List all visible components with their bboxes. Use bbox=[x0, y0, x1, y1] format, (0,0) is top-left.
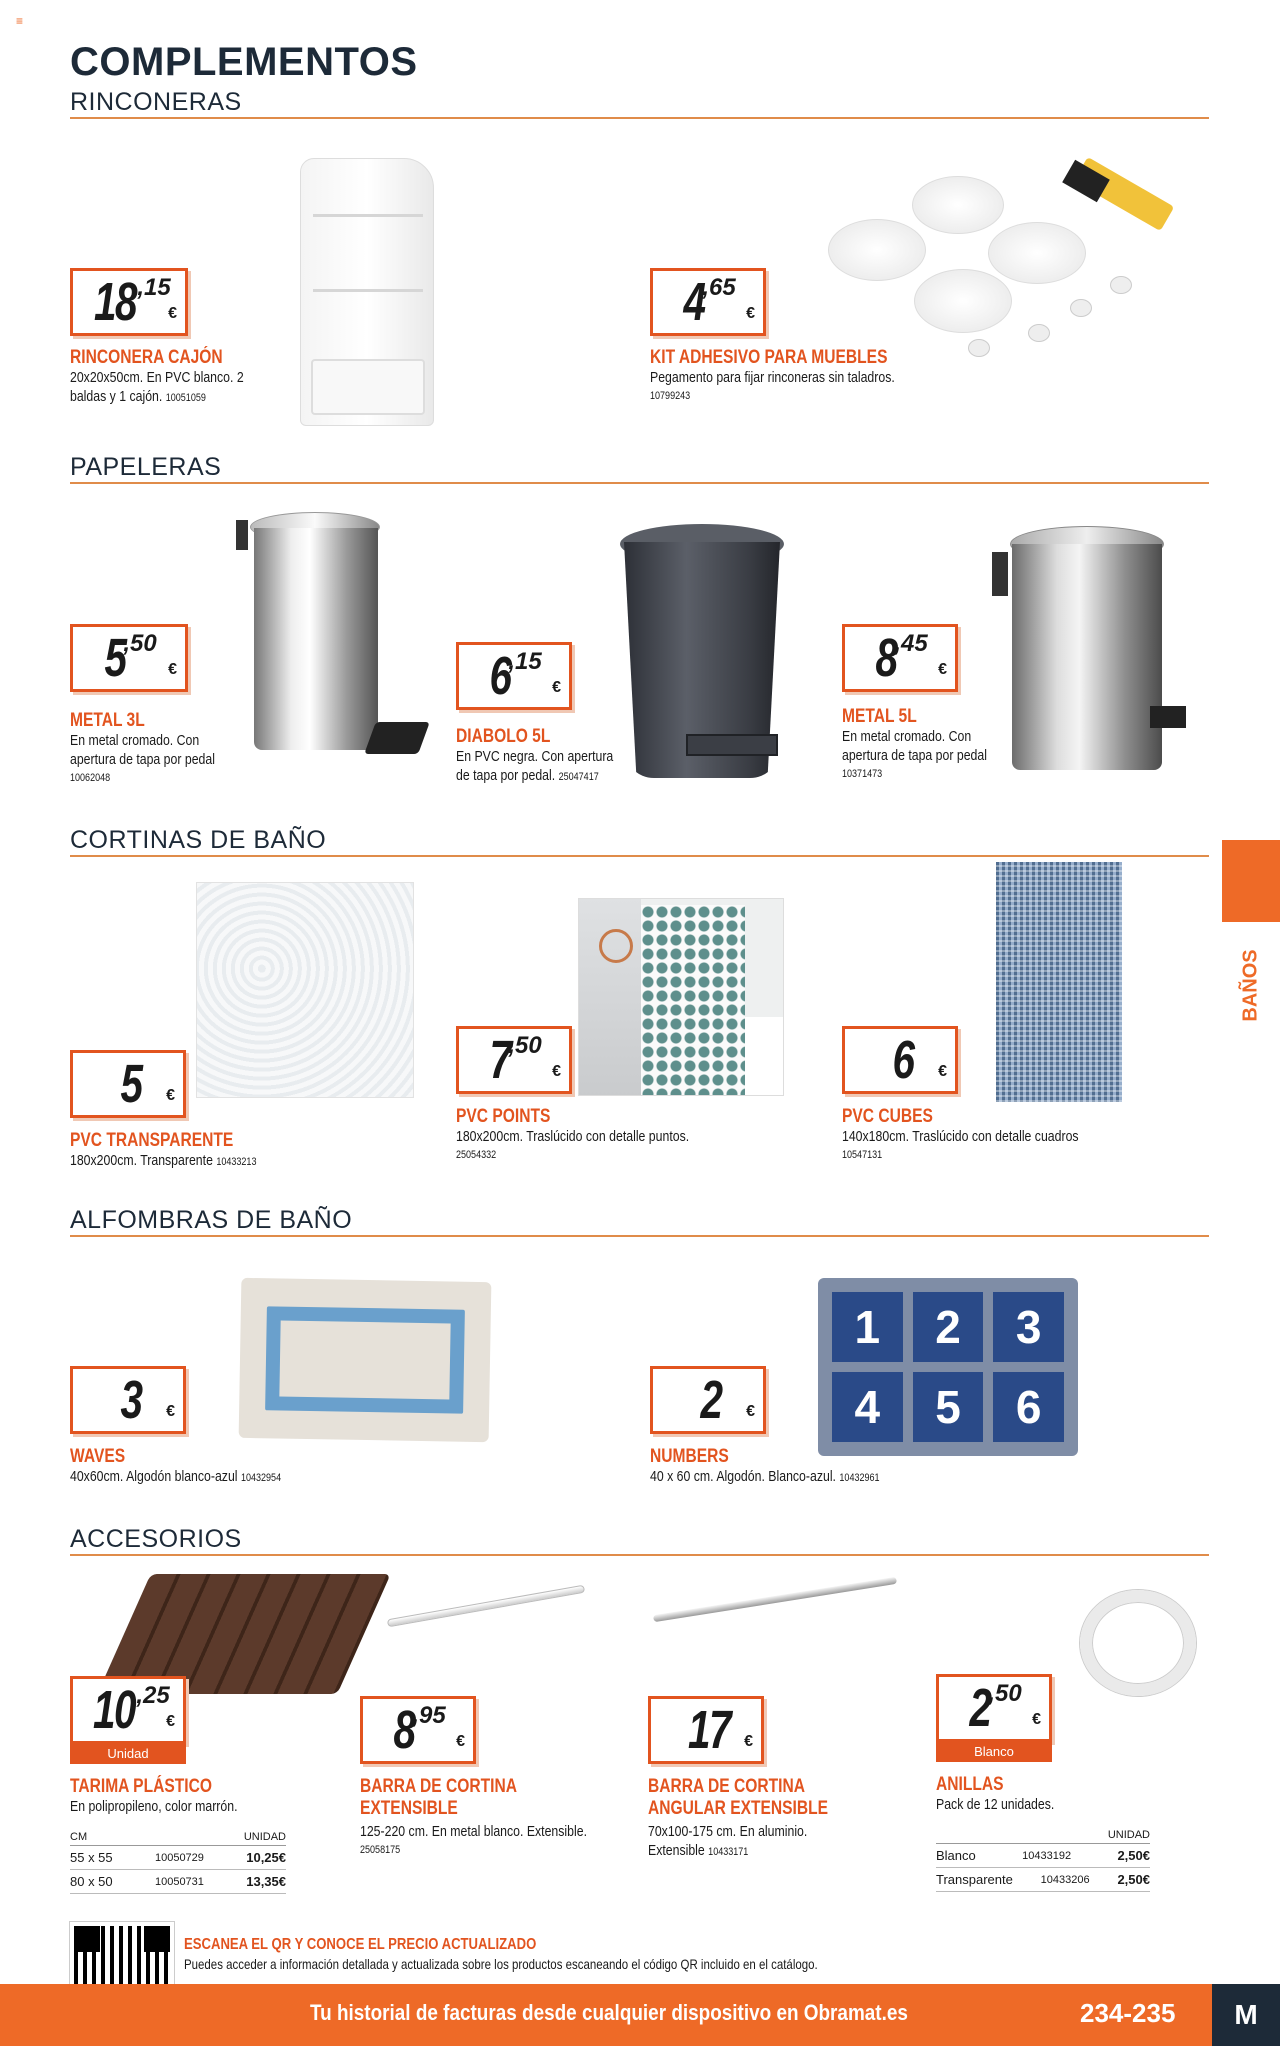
product-desc: 40 x 60 cm. Algodón. Blanco-azul. 10432961 bbox=[650, 1468, 880, 1485]
cubes-curtain-image bbox=[996, 862, 1122, 1102]
side-tab-label: BAÑOS bbox=[1239, 948, 1262, 1022]
product-name: BARRA DE CORTINA bbox=[360, 1776, 517, 1797]
euro-sign: € bbox=[166, 1087, 175, 1104]
points-curtain-image bbox=[578, 898, 784, 1096]
product-code: 25058175 bbox=[360, 1844, 401, 1856]
obramat-logo: M bbox=[1212, 1984, 1280, 2046]
product-code: 25054332 bbox=[456, 1149, 497, 1161]
price-box bbox=[936, 1674, 1052, 1742]
price-integer: 8 bbox=[875, 628, 897, 688]
price-box bbox=[70, 1366, 186, 1434]
product-name: METAL 3L bbox=[70, 710, 145, 731]
page-title: COMPLEMENTOS bbox=[70, 40, 418, 84]
price-box bbox=[70, 1676, 186, 1744]
product-name: PVC CUBES bbox=[842, 1106, 933, 1127]
product-name: EXTENSIBLE bbox=[360, 1798, 458, 1819]
price-box bbox=[70, 624, 188, 692]
color-price-table: UNIDAD Blanco 10433192 2,50€ Transparente 10433206 2,50€ bbox=[936, 1826, 1150, 1892]
price-decimal: ,65 bbox=[702, 274, 736, 301]
price-decimal: ,15 bbox=[508, 648, 542, 675]
price-tag: Unidad bbox=[70, 1744, 186, 1764]
product-name: NUMBERS bbox=[650, 1446, 729, 1467]
euro-sign: € bbox=[746, 1403, 755, 1420]
product-name: RINCONERA CAJÓN bbox=[70, 347, 223, 368]
rug-number: 5 bbox=[913, 1372, 984, 1442]
product-desc: En polipropileno, color marrón. bbox=[70, 1798, 238, 1815]
price-integer: 5 bbox=[104, 628, 126, 688]
product-desc: En metal cromado. Con apertura de tapa por pedal 10062048 bbox=[70, 731, 267, 788]
price-integer: 2 bbox=[700, 1370, 722, 1430]
euro-sign: € bbox=[166, 1713, 175, 1730]
product-desc: 180x200cm. Traslúcido con detalle puntos. 25054332 bbox=[456, 1127, 735, 1165]
section-rinconeras: RINCONERAS bbox=[70, 88, 242, 116]
price-integer: 10 bbox=[93, 1680, 136, 1740]
size-price-table: CM UNIDAD 55 x 55 10050729 10,25€ 80 x 50 10050731 13,35€ bbox=[70, 1828, 286, 1894]
price-integer: 6 bbox=[489, 646, 511, 706]
product-code: 25047417 bbox=[558, 771, 599, 783]
corner-mark: ≡ bbox=[16, 14, 24, 28]
product-desc: Pack de 12 unidades. bbox=[936, 1796, 1055, 1813]
price-integer: 17 bbox=[687, 1700, 731, 1760]
transparent-curtain-image bbox=[196, 882, 414, 1098]
price-box bbox=[70, 1050, 186, 1118]
price-tag: Blanco bbox=[936, 1742, 1052, 1762]
product-code: 10371473 bbox=[842, 768, 883, 780]
product-desc: 140x180cm. Traslúcido con detalle cuadros 10547131 bbox=[842, 1127, 1121, 1165]
price-decimal: ,25 bbox=[136, 1682, 170, 1709]
price-integer: 18 bbox=[94, 272, 137, 332]
price-integer: 5 bbox=[120, 1054, 142, 1114]
qr-description: Puedes acceder a información detallada y actualizada sobre los productos escaneando el código QR incluido en el catálogo. bbox=[184, 1956, 818, 1972]
euro-sign: € bbox=[1032, 1711, 1041, 1728]
product-code: 10433171 bbox=[708, 1846, 749, 1858]
price-decimal: ,45 bbox=[894, 630, 928, 657]
curtain-ring-image bbox=[1080, 1590, 1196, 1696]
product-code: 10432961 bbox=[839, 1472, 880, 1484]
price-decimal: ,50 bbox=[988, 1680, 1022, 1707]
euro-sign: € bbox=[552, 679, 561, 696]
product-desc: Pegamento para fijar rinconeras sin taladros. 10799243 bbox=[650, 368, 929, 406]
euro-sign: € bbox=[746, 305, 755, 322]
price-box bbox=[842, 1026, 958, 1094]
product-name: BARRA DE CORTINA bbox=[648, 1776, 805, 1797]
rug-number: 1 bbox=[832, 1292, 903, 1362]
curtain-rod-image bbox=[387, 1585, 585, 1628]
section-rule bbox=[70, 1554, 1209, 1556]
price-box bbox=[70, 268, 188, 336]
section-rule bbox=[70, 117, 1209, 119]
section-accesorios: ACCESORIOS bbox=[70, 1525, 242, 1553]
numbers-rug-image bbox=[818, 1278, 1078, 1456]
product-desc: 70x100-175 cm. En aluminio. Extensible 10433171 bbox=[648, 1823, 808, 1859]
price-decimal: ,50 bbox=[123, 630, 157, 657]
product-name: PVC TRANSPARENTE bbox=[70, 1130, 234, 1151]
product-code: 10051059 bbox=[165, 392, 206, 404]
euro-sign: € bbox=[744, 1733, 753, 1750]
table-row: Blanco 10433192 2,50€ bbox=[936, 1844, 1150, 1868]
price-box bbox=[456, 1026, 572, 1094]
corner-shelf-image bbox=[300, 158, 434, 426]
rug-number: 3 bbox=[993, 1292, 1064, 1362]
product-code: 10062048 bbox=[70, 772, 111, 784]
product-code: 10799243 bbox=[650, 390, 691, 402]
section-rule bbox=[70, 855, 1209, 857]
angular-rod-image bbox=[653, 1577, 897, 1622]
product-code: 10433213 bbox=[216, 1156, 257, 1168]
price-box bbox=[650, 268, 766, 336]
product-name: ANGULAR EXTENSIBLE bbox=[648, 1798, 829, 1819]
product-name: KIT ADHESIVO PARA MUEBLES bbox=[650, 347, 888, 368]
section-rule bbox=[70, 482, 1209, 484]
section-rule bbox=[70, 1235, 1209, 1237]
euro-sign: € bbox=[938, 1063, 947, 1080]
product-desc: 20x20x50cm. En PVC blanco. 2 baldas y 1 cajón. 10051059 bbox=[70, 369, 244, 405]
qr-title: ESCANEA EL QR Y CONOCE EL PRECIO ACTUALIZADO bbox=[184, 1936, 537, 1953]
euro-sign: € bbox=[166, 1403, 175, 1420]
product-code: 10432954 bbox=[240, 1472, 282, 1484]
euro-sign: € bbox=[168, 661, 177, 678]
product-code: 10547131 bbox=[842, 1149, 883, 1161]
price-box bbox=[648, 1696, 764, 1764]
price-integer: 7 bbox=[489, 1030, 511, 1090]
price-box bbox=[650, 1366, 766, 1434]
rug-number: 6 bbox=[993, 1372, 1064, 1442]
euro-sign: € bbox=[552, 1063, 561, 1080]
table-row: 55 x 55 10050729 10,25€ bbox=[70, 1846, 286, 1870]
product-desc: 180x200cm. Transparente 10433213 bbox=[70, 1152, 257, 1169]
price-decimal: ,95 bbox=[412, 1702, 446, 1729]
rug-number: 2 bbox=[913, 1292, 984, 1362]
product-name: PVC POINTS bbox=[456, 1106, 551, 1127]
product-name: WAVES bbox=[70, 1446, 126, 1467]
product-name: TARIMA PLÁSTICO bbox=[70, 1776, 212, 1797]
price-decimal: ,50 bbox=[508, 1032, 542, 1059]
price-integer: 8 bbox=[393, 1700, 415, 1760]
product-name: DIABOLO 5L bbox=[456, 726, 551, 747]
price-integer: 3 bbox=[120, 1370, 142, 1430]
euro-sign: € bbox=[456, 1733, 465, 1750]
product-name: METAL 5L bbox=[842, 706, 917, 727]
product-name: ANILLAS bbox=[936, 1774, 1004, 1795]
price-integer: 4 bbox=[683, 272, 705, 332]
price-integer: 2 bbox=[969, 1678, 991, 1738]
euro-sign: € bbox=[938, 661, 947, 678]
side-tab bbox=[1222, 840, 1280, 922]
table-row: 80 x 50 10050731 13,35€ bbox=[70, 1870, 286, 1894]
product-desc: En metal cromado. Con apertura de tapa por pedal 10371473 bbox=[842, 727, 1039, 784]
rug-number: 4 bbox=[832, 1372, 903, 1442]
euro-sign: € bbox=[168, 305, 177, 322]
section-papeleras: PAPELERAS bbox=[70, 453, 222, 481]
section-cortinas: CORTINAS DE BAÑO bbox=[70, 826, 327, 854]
price-decimal: ,15 bbox=[137, 274, 171, 301]
waves-rug-image bbox=[239, 1278, 492, 1442]
table-row: Transparente 10433206 2,50€ bbox=[936, 1868, 1150, 1892]
page-numbers: 234-235 bbox=[1080, 1998, 1176, 2028]
price-box bbox=[456, 642, 572, 710]
price-box bbox=[842, 624, 958, 692]
product-desc: 125-220 cm. En metal blanco. Extensible. 25058175 bbox=[360, 1822, 606, 1860]
product-desc: 40x60cm. Algodón blanco-azul 10432954 bbox=[70, 1468, 282, 1485]
price-integer: 6 bbox=[892, 1030, 914, 1090]
product-desc: En PVC negra. Con apertura de tapa por pedal. 25047417 bbox=[456, 748, 614, 784]
price-box bbox=[360, 1696, 476, 1764]
section-alfombras: ALFOMBRAS DE BAÑO bbox=[70, 1206, 353, 1234]
footer-text: Tu historial de facturas desde cualquier dispositivo en Obramat.es bbox=[310, 2000, 908, 2025]
